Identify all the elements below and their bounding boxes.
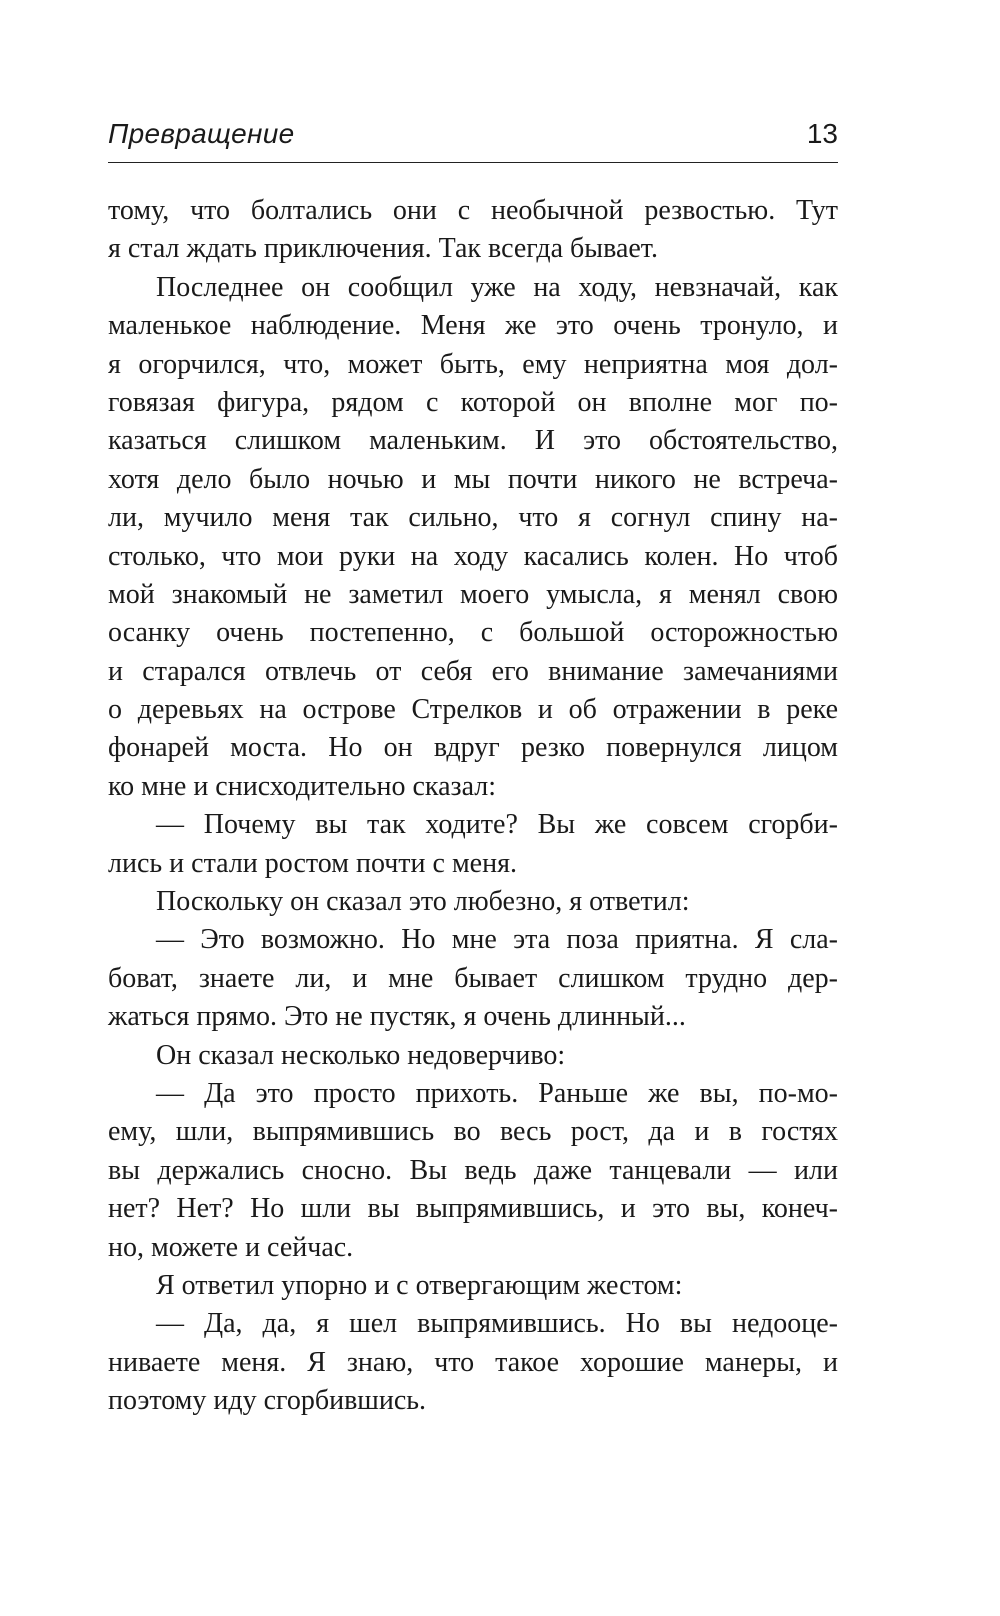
- text-line: но, можете и сейчас.: [108, 1231, 354, 1263]
- text-line: — Это возможно. Но мне эта поза приятна. Я сла-: [156, 924, 838, 956]
- text-line: Он сказал несколько недоверчиво:: [156, 1039, 566, 1071]
- text-line: столько, что мои руки на ходу касались колен. Но чтоб: [108, 540, 838, 572]
- text-line: мой знакомый не заметил моего умысла, я менял свою: [108, 578, 838, 610]
- text-line: боват, знаете ли, и мне бывает слишком трудно дер-: [108, 962, 838, 994]
- text-line: ему, шли, выпрямившись во весь рост, да и в гостях: [108, 1116, 838, 1148]
- page-number: 13: [806, 118, 838, 149]
- text-line: — Почему вы так ходите? Вы же совсем сгорби-: [156, 809, 838, 841]
- text-line: хотя дело было ночью и мы почти никого не встреча-: [108, 463, 838, 495]
- text-line: говязая фигура, рядом с которой он вполне мог по-: [108, 386, 838, 418]
- text-line: и старался отвлечь от себя его внимание замечаниями: [108, 655, 838, 687]
- text-line: ли, мучило меня так сильно, что я согнул спину на-: [108, 502, 838, 534]
- text-line: я огорчился, что, может быть, ему неприятна моя дол-: [108, 348, 838, 380]
- text-line: маленькое наблюдение. Меня же это очень тронуло, и: [108, 310, 838, 342]
- running-head: [108, 116, 838, 163]
- text-line: лись и стали ростом почти с меня.: [108, 847, 517, 879]
- text-line: я стал ждать приключения. Так всегда бывает.: [108, 233, 658, 265]
- text-line: фонарей моста. Но он вдруг резко повернулся лицом: [108, 732, 838, 764]
- text-line: ниваете меня. Я знаю, что такое хорошие манеры, и: [108, 1346, 838, 1378]
- text-line: Я ответил упорно и с отвергающим жестом:: [156, 1269, 683, 1301]
- text-line: казаться слишком маленьким. И это обстоятельство,: [108, 425, 838, 457]
- text-line: тому, что болтались они с необычной резвостью. Тут: [108, 195, 838, 226]
- body-text: [108, 192, 838, 1421]
- text-line: ко мне и снисходительно сказал:: [108, 770, 497, 802]
- text-line: о деревьях на острове Стрелков и об отражении в реке: [108, 694, 838, 726]
- text-line: поэтому иду сгорбившись.: [108, 1385, 427, 1417]
- text-line: — Да, да, я шел выпрямившись. Но вы недооце-: [156, 1308, 838, 1340]
- text-line: вы держались сносно. Вы ведь даже танцевали — или: [108, 1154, 838, 1186]
- text-line: Поскольку он сказал это любезно, я ответил:: [156, 886, 690, 918]
- text-line: нет? Нет? Но шли вы выпрямившись, и это вы, конеч-: [108, 1193, 838, 1225]
- text-line: жаться прямо. Это не пустяк, я очень длинный...: [108, 1001, 686, 1033]
- text-line: Последнее он сообщил уже на ходу, невзначай, как: [156, 271, 838, 303]
- text-line: осанку очень постепенно, с большой осторожностью: [108, 617, 838, 649]
- running-title: Превращение: [108, 118, 295, 149]
- text-line: — Да это просто прихоть. Раньше же вы, по-мо-: [156, 1077, 838, 1109]
